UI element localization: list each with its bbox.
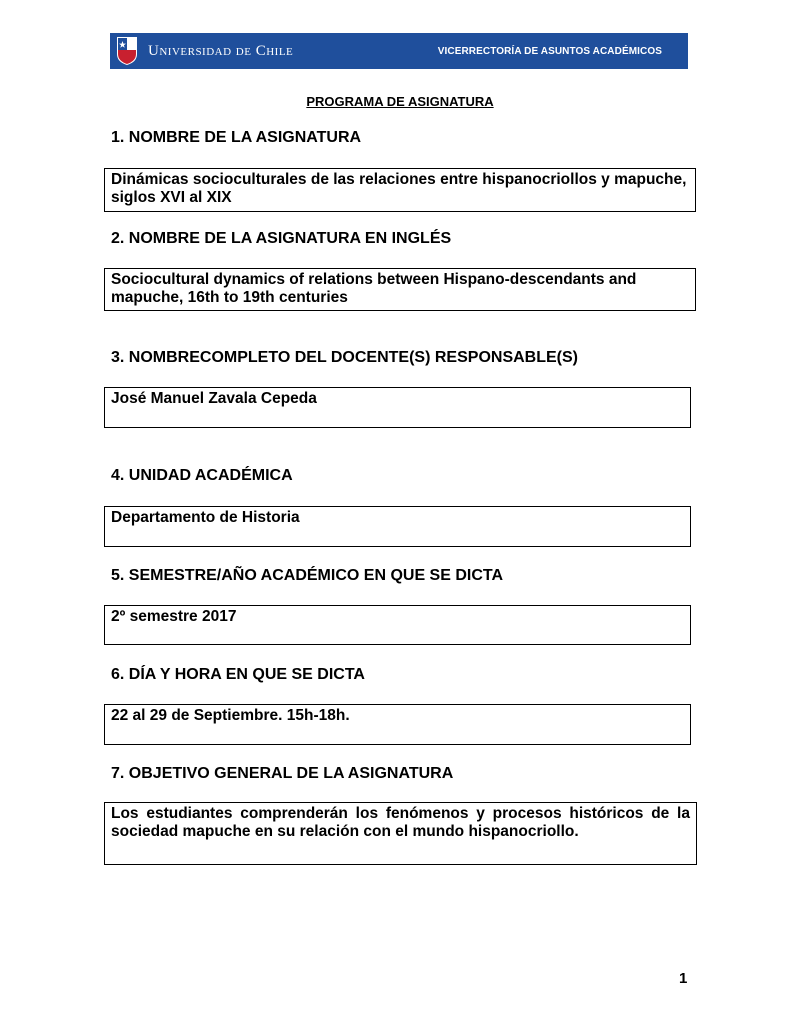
section-4-heading: 4. UNIDAD ACADÉMICA [111, 467, 293, 484]
university-name: Universidad de Chile [148, 42, 294, 59]
section-1-content: Dinámicas socioculturales de las relaciones entre hispanocriollos y mapuche, siglos XVI al XIX [111, 171, 687, 206]
header-banner [110, 33, 688, 69]
section-4-content: Departamento de Historia [111, 509, 300, 526]
section-6-heading: 6. DÍA Y HORA EN QUE SE DICTA [111, 666, 365, 683]
section-4-content-box [104, 506, 691, 547]
document-title: PROGRAMA DE ASIGNATURA [306, 94, 494, 109]
university-brand [110, 33, 293, 69]
section-5-content-box [104, 605, 691, 645]
page-number: 1 [679, 970, 688, 987]
section-2-heading: 2. NOMBRE DE LA ASIGNATURA EN INGLÉS [111, 230, 452, 247]
section-2-content-box [104, 268, 696, 311]
section-7-content-box [104, 802, 697, 865]
section-3-content-box [104, 387, 691, 428]
section-6-content: 22 al 29 de Septiembre. 15h-18h. [111, 707, 350, 724]
section-7-heading: 7. OBJETIVO GENERAL DE LA ASIGNATURA [111, 765, 454, 782]
section-6-content-box [104, 704, 691, 745]
section-1-heading: 1. NOMBRE DE LA ASIGNATURA [111, 129, 362, 146]
section-5-heading: 5. SEMESTRE/AÑO ACADÉMICO EN QUE SE DICTA [111, 567, 504, 584]
department-name: VICERRECTORÍA DE ASUNTOS ACADÉMICOS [437, 45, 662, 57]
section-7-content: Los estudiantes comprenderán los fenómenos y procesos históricos de la sociedad mapuche en su relación con el mundo hispanocriollo. [111, 805, 690, 840]
section-1-content-box [104, 168, 696, 212]
university-crest-icon [116, 36, 138, 66]
section-3-content: José Manuel Zavala Cepeda [111, 390, 317, 407]
section-2-content: Sociocultural dynamics of relations between Hispano-descendants and mapuche, 16th to 19th centuries [111, 271, 637, 306]
section-3-heading: 3. NOMBRECOMPLETO DEL DOCENTE(S) RESPONSABLE(S) [111, 349, 578, 366]
section-5-content: 2º semestre 2017 [111, 608, 237, 625]
